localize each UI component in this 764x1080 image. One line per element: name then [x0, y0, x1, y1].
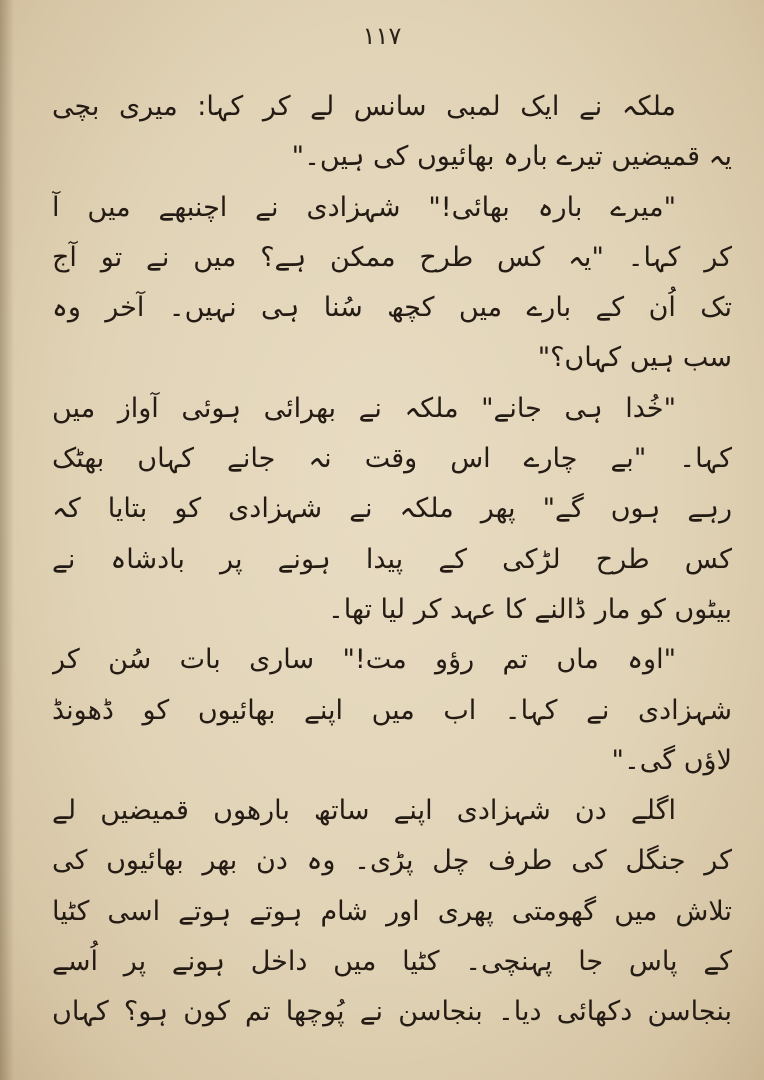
text-line: بیٹوں کو مار ڈالنے کا عہد کر لیا تھا۔	[327, 593, 732, 625]
page-edge-shadow	[0, 0, 14, 1080]
text-line: "اوہ ماں تم رؤو مت!" ساری بات سُن کر	[52, 644, 676, 676]
text-line: یہ قمیضیں تیرے بارہ بھائیوں کی ہیں۔"	[291, 141, 732, 173]
text-line: لاؤں گی۔"	[611, 744, 732, 776]
text-line: تک اُن کے بارے میں کچھ سُنا ہی نہیں۔ آخر وہ	[52, 292, 732, 324]
text-line: کہا۔ "بے چارے اس وقت نہ جانے کہاں بھٹک	[52, 443, 732, 475]
page-number: ۱۱۷	[362, 22, 402, 50]
text-line: سب ہیں کہاں؟"	[537, 342, 732, 374]
text-line: اگلے دن شہزادی اپنے ساتھ بارھوں قمیضیں لے	[52, 795, 676, 827]
text-line: کر کہا۔ "یہ کس طرح ممکن ہے؟ میں نے تو آج	[52, 241, 732, 273]
text-line: کس طرح لڑکی کے پیدا ہونے پر بادشاہ نے	[52, 543, 732, 575]
text-line: ملکہ نے ایک لمبی سانس لے کر کہا: میری بچی	[52, 91, 676, 122]
text-line: تلاش میں گھومتی پھری اور شام ہوتے ہوتے اسی کٹیا	[52, 895, 732, 927]
text-line: کر جنگل کی طرف چل پڑی۔ وہ دن بھر بھائیوں کی	[52, 845, 732, 877]
text-line: کے پاس جا پہنچی۔ کٹیا میں داخل ہونے پر اُسے	[52, 946, 732, 978]
text-line: "خُدا ہی جانے" ملکہ نے بھرائی ہوئی آواز میں	[52, 392, 676, 424]
body-text	[52, 82, 732, 1038]
text-line: "میرے بارہ بھائی!" شہزادی نے اچنبھے میں آ	[52, 191, 676, 223]
text-line: رہے ہوں گے" پھر ملکہ نے شہزادی کو بتایا کہ	[52, 493, 732, 525]
text-line: بنجاسن دکھائی دیا۔ بنجاسن نے پُوچھا تم کون ہو؟ کہاں	[52, 996, 732, 1028]
text-line: شہزادی نے کہا۔ اب میں اپنے بھائیوں کو ڈھونڈ	[52, 694, 732, 726]
